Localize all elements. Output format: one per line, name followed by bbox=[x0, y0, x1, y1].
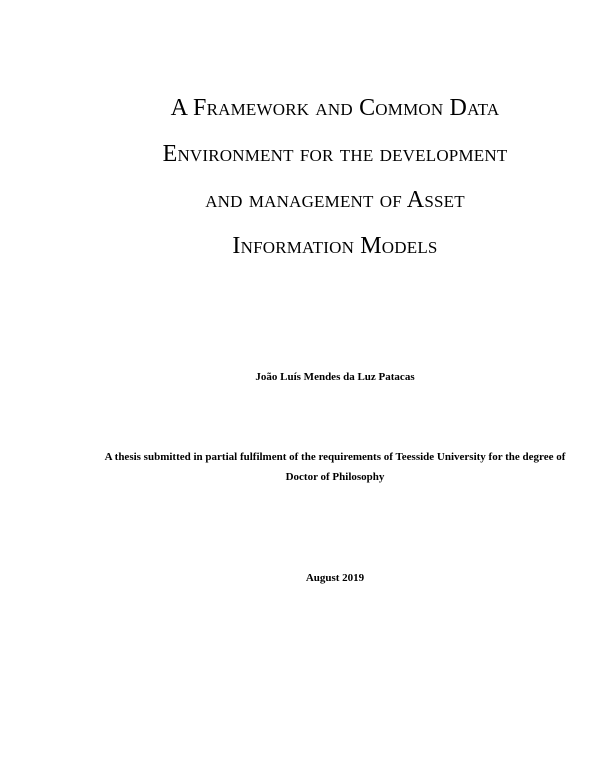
thesis-statement: A thesis submitted in partial fulfilment of the requirements of Teesside University for the degree of Doctor of Philosophy bbox=[104, 451, 566, 483]
title-line-1: A Framework and Common Data bbox=[170, 95, 500, 121]
thesis-title bbox=[0, 96, 600, 280]
title-line-2: Environment for the development bbox=[162, 141, 508, 167]
author-name: João Luís Mendes da Luz Patacas bbox=[255, 371, 415, 383]
submission-date: August 2019 bbox=[305, 572, 365, 584]
title-line-3: and management of Asset bbox=[205, 187, 465, 213]
title-line-4: Information Models bbox=[232, 233, 438, 259]
